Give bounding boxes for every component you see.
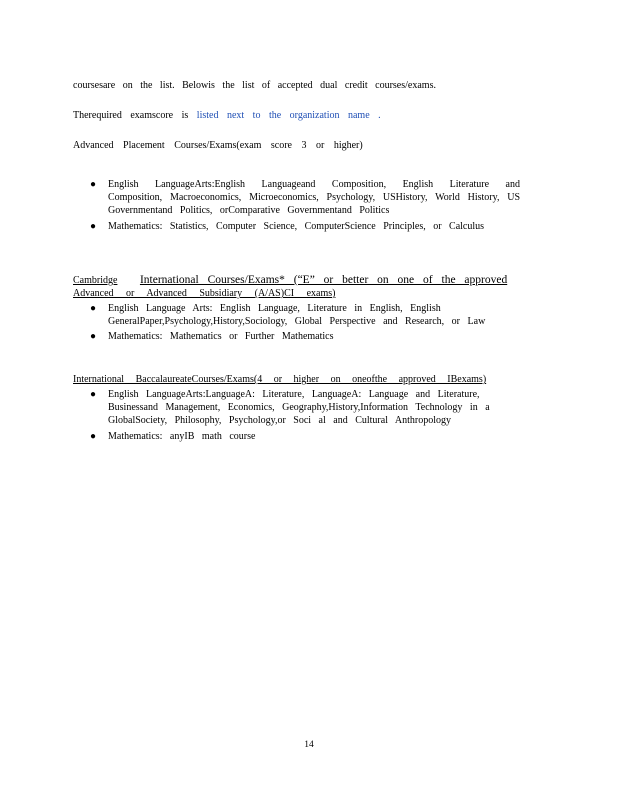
bullet-icon: ● — [90, 179, 97, 190]
page-number: 14 — [304, 740, 314, 750]
ap-item-text: English LanguageArts:English Languageand Composition, English Literature and Composition, Macroeconomics, Microeconomics, Psychology, USHistory, World History, US Governmentand Politics, orComparative Governmentand Politics — [108, 179, 520, 217]
cambridge-item-text: Mathematics: Mathematics or Further Mathematics — [108, 331, 334, 343]
list-item — [90, 388, 520, 428]
cambridge-list — [90, 302, 520, 346]
ib-item-text: Mathematics: anyIB math course — [108, 430, 256, 442]
ib-heading: International BaccalaureateCourses/Exams(4 or higher on oneofthe approved IBexams) — [73, 374, 487, 385]
bullet-icon: ● — [90, 389, 97, 400]
cambridge-heading-a: Cambridge — [73, 275, 118, 286]
cambridge-heading-line-2: Advanced or Advanced Subsidiary (A/AS)CI exams) — [73, 288, 336, 299]
list-item — [90, 430, 520, 443]
bullet-icon: ● — [90, 331, 97, 343]
cambridge-heading — [73, 274, 507, 286]
cambridge-item-text: English Language Arts: English Language, Literature in English, English GeneralPaper,Psychology,History,Sociology, Global Perspective and Research, or Law — [108, 303, 486, 328]
intro-line-1: coursesare on the list. Belowis the list of accepted dual credit courses/exams. — [73, 80, 436, 91]
ib-list — [90, 388, 520, 445]
list-item — [90, 220, 520, 233]
list-item — [90, 302, 520, 328]
ap-heading: Advanced Placement Courses/Exams(exam score 3 or higher) — [73, 140, 363, 151]
list-item — [90, 330, 520, 343]
bullet-icon: ● — [90, 220, 97, 232]
organization-name-link[interactable]: listed next to the organization name . — [196, 110, 381, 121]
ap-list — [90, 178, 520, 235]
bullet-icon: ● — [90, 303, 97, 314]
bullet-icon: ● — [90, 430, 97, 442]
list-item — [90, 178, 520, 218]
intro-line-2 — [73, 110, 381, 121]
required-score-text: Therequired examscore is — [73, 110, 197, 121]
ap-item-text: Mathematics: Statistics, Computer Science, ComputerScience Principles, or Calculus — [108, 220, 485, 232]
ib-item-text: English LanguageArts:LanguageA: Literature, LanguageA: Language and Literature, Businessand Management, Economics, Geography,History,Information Technology in a GlobalSociety, Philosophy, Psychology,or Soci al and Cultural Anthropology — [108, 389, 490, 427]
cambridge-heading-b: International Courses/Exams* (“E” or better on one of the approved — [139, 274, 508, 286]
